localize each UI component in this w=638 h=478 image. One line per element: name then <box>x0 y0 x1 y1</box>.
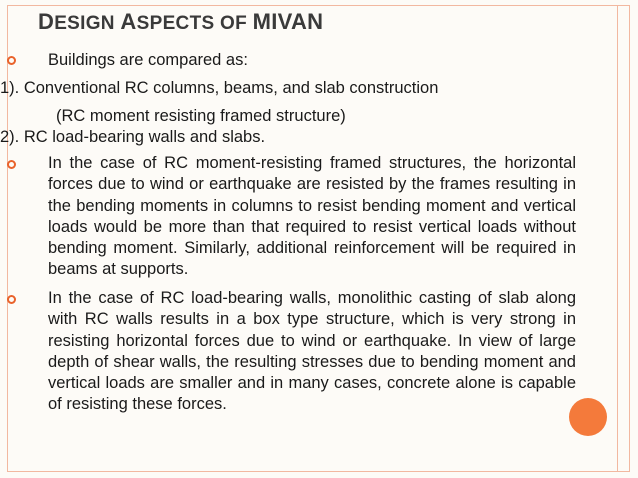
title-part-2: ESIGN <box>54 13 121 34</box>
title-part-1: D <box>38 9 55 34</box>
bullet-circle-icon <box>7 295 16 304</box>
slide-side-line <box>617 5 618 472</box>
bullet-framed-structures: In the case of RC moment-resisting framed structures, the horizontal forces due to wind or earthquake are resisted by the frames resulting in the bending moments in columns to resist bending moment and vertical loads would be more than that required to resist vertical loads without bending moment. Similarly, additional reinforcement will be required in beams at supports. <box>48 154 576 279</box>
bullet-compared: Buildings are compared as: <box>48 51 248 69</box>
bullet-circle-icon <box>7 56 16 65</box>
list-item-1: 1). Conventional RC columns, beams, and slab construction <box>0 79 439 97</box>
title-part-4: SPECTS OF <box>136 13 253 34</box>
decorative-orange-circle <box>569 398 607 436</box>
title-part-5: MIVAN <box>252 9 324 34</box>
bullet-load-bearing-walls: In the case of RC load-bearing walls, monolithic casting of slab along with RC walls results in a box type structure, which is very strong in resisting horizontal forces due to wind or earthquake. In view of large depth of shear walls, the resulting stresses due to bending moment and vertical loads are smaller and in many cases, concrete alone is capable of resisting these forces. <box>48 289 576 414</box>
bullet-circle-icon <box>7 160 16 169</box>
list-item-1-sub: (RC moment resisting framed structure) <box>56 107 346 125</box>
slide-title <box>38 9 323 35</box>
title-part-3: A <box>120 9 137 34</box>
list-item-2: 2). RC load-bearing walls and slabs. <box>0 128 266 146</box>
